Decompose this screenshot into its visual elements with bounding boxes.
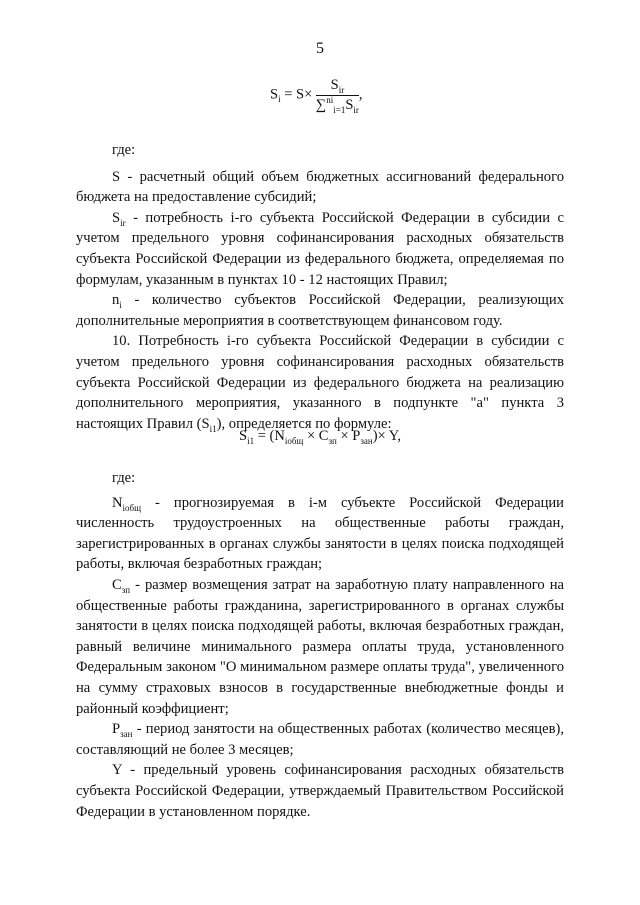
f2-d: )× Y, (372, 428, 402, 444)
sum-upper: n (326, 94, 331, 105)
f2-b: × C (303, 428, 329, 444)
p10-tail: ), определяется по формуле: (216, 415, 392, 432)
sym-C: C (112, 576, 122, 593)
numerator-sub: ir (338, 84, 345, 95)
denominator-sub: ir (353, 104, 359, 115)
sum-upper-sub: i (330, 94, 334, 105)
text-sir: - потребность i-го субъекта Российской Федерации в субсидии с учетом предельного уровня софинансирования расходных обязательств субъекта Российской Федерации из федерального бюджета, определяемая по формулам, указанным в пунктах 10 - 12 настоящих Правил; (76, 209, 564, 288)
text-block-2 (76, 468, 564, 822)
sum-symbol: ∑ (315, 96, 327, 113)
formula-eq: = S× (284, 86, 313, 103)
formula-tail: , (358, 86, 363, 103)
paragraph-y: Y - предельный уровень софинансирования расходных обязательств субъекта Российской Федерации, утверждаемый Правительством Российской Федерации в установленном порядке. (76, 762, 564, 820)
sym-C-sub: зп (121, 584, 131, 595)
text-ni: - количество субъектов Российской Федерации, реализующих дополнительные мероприятия в соответствующем финансовом году. (76, 292, 564, 329)
text-P: - период занятости на общественных работах (количество месяцев), составляющий не более 3 месяцев; (76, 721, 564, 758)
formula-denominator (316, 96, 359, 113)
formula-fraction (315, 77, 359, 115)
paragraph-ni (76, 290, 564, 331)
paragraph-sir (76, 208, 564, 290)
paragraph-10 (76, 331, 564, 434)
formula-lhs: S (270, 86, 279, 103)
denominator-symbol: S (345, 96, 354, 113)
sym-s: S (112, 209, 121, 226)
sym-P: P (112, 721, 121, 738)
paragraph-p (76, 719, 564, 760)
sym-s-sub: ir (120, 217, 126, 228)
where-label-2: где: (112, 470, 136, 486)
sum-lower: i=1 (333, 104, 346, 115)
formula-share (270, 77, 363, 115)
sym-n: n (112, 292, 120, 309)
sym-N-sub: iобщ (122, 502, 142, 513)
f2-c-sub: зан (360, 435, 373, 446)
sym-P-sub: зан (120, 729, 133, 740)
formula-numerator (316, 78, 359, 96)
f2-a-sub: iобщ (284, 435, 304, 446)
paragraph-s: S - расчетный общий объем бюджетных ассигнований федерального бюджета на предоставление субсидий; (76, 168, 564, 206)
text-C: - размер возмещения затрат на заработную плату направленного на общественные работы гражданина, зарегистрированного в органах службы занятости в целях поиска подходящей работы, включая безработных граждан, равный величине минимального размера оплаты труда, установленного Федеральным законом "О минимальном размере оплаты труда", увеличенного на сумму страховых взносов в государственные внебюджетные фонды и районный коэффициент; (76, 576, 564, 717)
sym-N: N (112, 494, 123, 511)
f2-lhs: S (238, 428, 248, 444)
f2-b-sub: зп (328, 435, 337, 446)
formula-lhs-sub: i (278, 94, 281, 105)
f2-a: = (N (254, 428, 285, 444)
sym-n-sub: i (119, 300, 122, 311)
paragraph-c (76, 575, 564, 719)
page-number: 5 (316, 40, 324, 57)
text-N: - прогнозируемая в i-м субъекте Российской Федерации численность трудоустроенных на общественные работы граждан, зарегистрированных в органах службы занятости в целях поиска подходящей работы, включая безработных граждан; (76, 494, 564, 573)
p10-sub: i1 (209, 423, 217, 434)
paragraph-n (76, 493, 564, 575)
text-block-1 (76, 140, 564, 434)
f2-lhs-sub: i1 (247, 435, 255, 446)
text-p10: 10. Потребность i-го субъекта Российской Федерации в субсидии с учетом предельного уровня софинансирования расходных обязательств субъекта Российской Федерации из федерального бюджета на реализацию дополнительного мероприятия, указанного в подпункте "а" пункта 3 настоящих Правил (S (76, 333, 564, 432)
where-label: где: (112, 142, 136, 158)
f2-c: × P (336, 428, 361, 444)
formula-need (0, 428, 640, 445)
numerator-symbol: S (330, 77, 339, 93)
